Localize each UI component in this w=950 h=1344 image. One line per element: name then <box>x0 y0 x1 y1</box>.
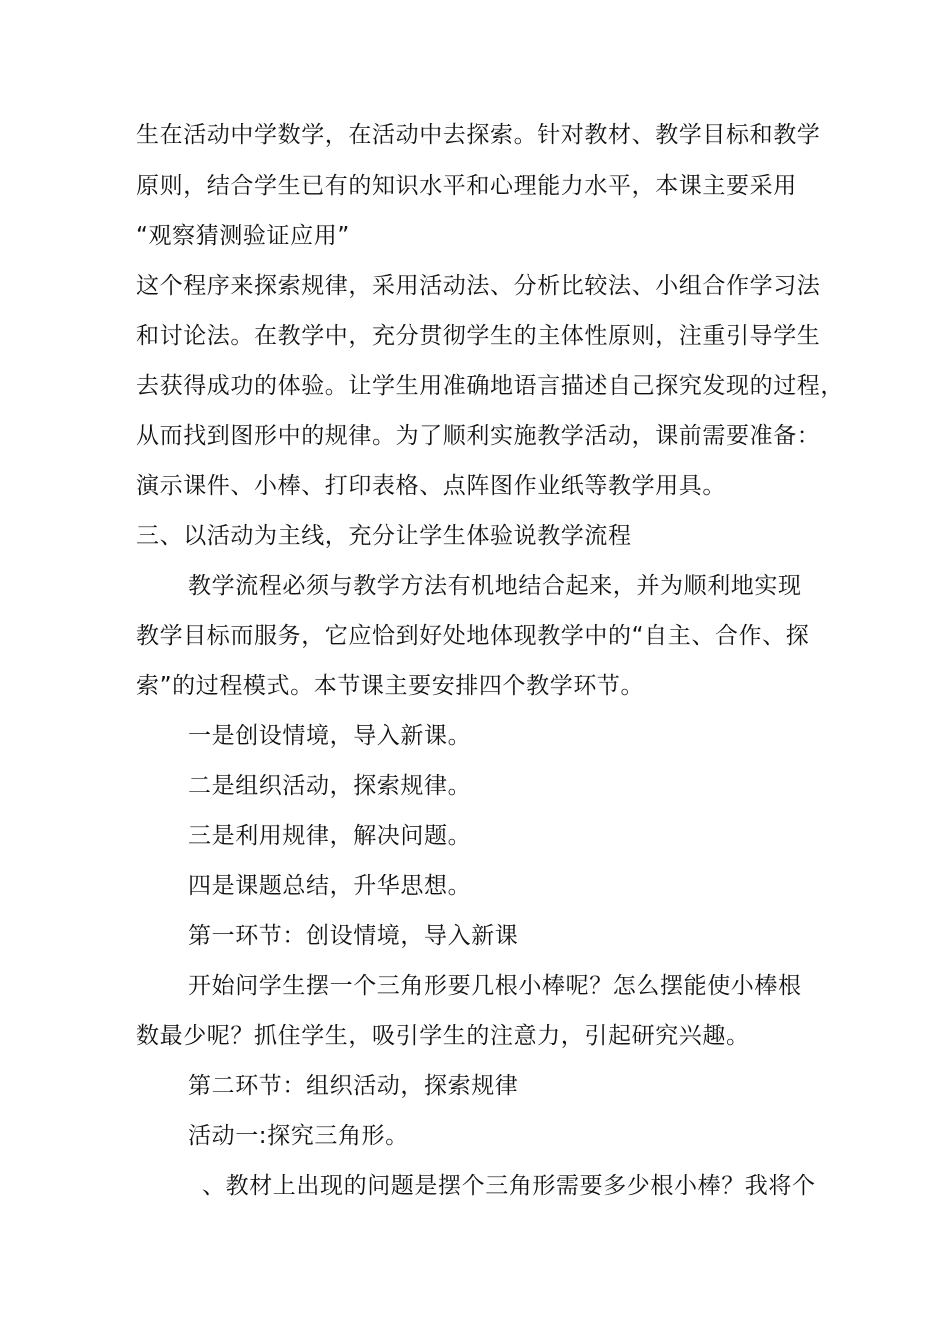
list-item-1: 一是创设情境，导入新课。 <box>188 723 472 749</box>
subheading-step-2: 第二环节：组织活动，探索规律 <box>188 1073 519 1099</box>
list-item-2: 二是组织活动，探索规律。 <box>188 773 472 799</box>
subheading-step-1: 第一环节：创设情境，导入新课 <box>188 923 519 949</box>
paragraph-line-19: 数最少呢？抓住学生，吸引学生的注意力，引起研究兴趣。 <box>136 1023 750 1049</box>
paragraph-line-7: 从而找到图形中的规律。为了顺利实施教学活动，课前需要准备： <box>136 423 821 449</box>
paragraph-line-8: 演示课件、小棒、打印表格、点阵图作业纸等教学用具。 <box>136 473 726 499</box>
paragraph-line-18: 开始问学生摆一个三角形要几根小棒呢？怎么摆能使小棒根 <box>188 973 802 999</box>
list-item-3: 三是利用规律，解决问题。 <box>188 823 472 849</box>
list-item-4: 四是课题总结，升华思想。 <box>188 873 472 899</box>
section-heading-3: 三、以活动为主线，充分让学生体验说教学流程 <box>136 523 632 549</box>
paragraph-line-4: 这个程序来探索规律，采用活动法、分析比较法、小组合作学习法 <box>136 273 821 299</box>
paragraph-line-5: 和讨论法。在教学中，充分贯彻学生的主体性原则，注重引导学生 <box>136 323 821 349</box>
paragraph-line-3: “观察猜测验证应用” <box>136 223 350 249</box>
activity-heading-1: 活动一:探究三角形。 <box>188 1123 409 1149</box>
paragraph-line-22: 、教材上出现的问题是摆个三角形需要多少根小棒？我将个 <box>202 1173 816 1199</box>
paragraph-line-1: 生在活动中学数学，在活动中去探索。针对教材、教学目标和教学 <box>136 122 821 148</box>
paragraph-line-12: 索”的过程模式。本节课主要安排四个教学环节。 <box>136 673 645 699</box>
paragraph-line-11: 教学目标而服务，它应恰到好处地体现教学中的“自主、合作、探 <box>136 623 810 649</box>
paragraph-line-2: 原则，结合学生已有的知识水平和心理能力水平，本课主要采用 <box>136 173 797 199</box>
paragraph-line-10: 教学流程必须与教学方法有机地结合起来，并为顺利地实现 <box>188 573 802 599</box>
paragraph-line-6: 去获得成功的体验。让学生用准确地语言描述自己探究发现的过程， <box>136 373 844 399</box>
